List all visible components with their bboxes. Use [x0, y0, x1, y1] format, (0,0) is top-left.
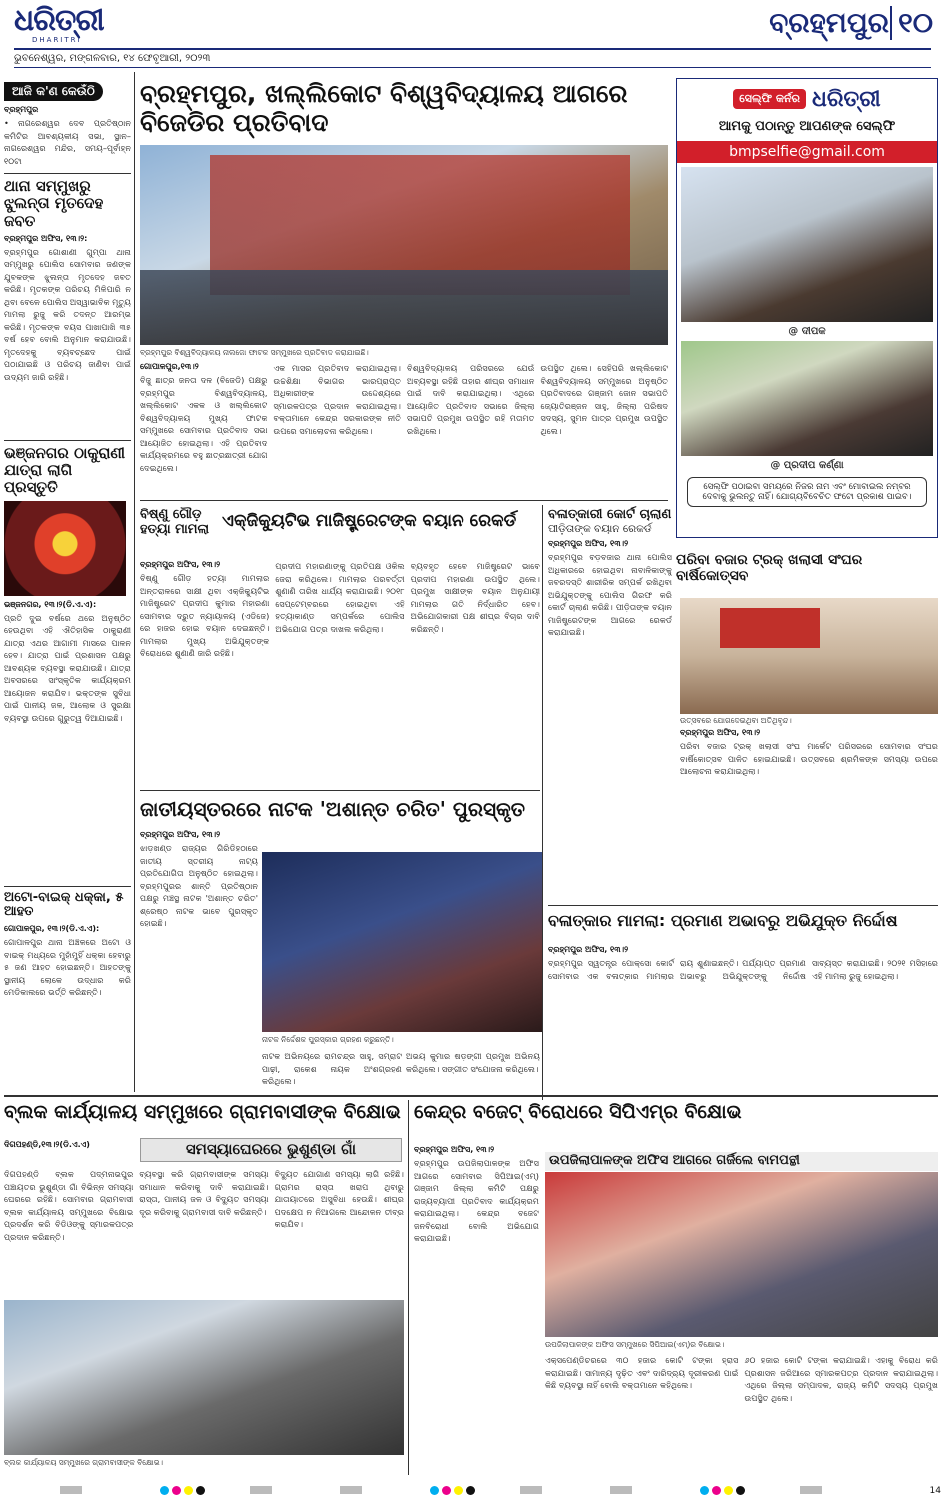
lead-col1: ବିଜୁ ଛାତ୍ର ଜନତା ଦଳ (ବିଜେଡି) ପକ୍ଷରୁ ବ୍ରହ୍ମପୁର ବିଶ୍ୱବିଦ୍ୟାଳୟ, ଖଲ୍ଲିକୋଟ ଏକକ ଓ ଖଲ୍ଲିକୋଟ ବିଶ୍ୱବିଦ୍ୟାଳୟ ମୁଖ୍ୟ ଫାଟକ ସମ୍ମୁଖରେ ସୋମବାର ପ୍ରତିବାଦ ସଭା ଆୟୋଜିତ ହୋଇଥିଲା। ଏହି ପ୍ରତିବାଦ କାର୍ଯ୍ୟକ୍ରମରେ ବହୁ ଛାତ୍ରଛାତ୍ରୀ ଯୋଗ ଦେଇଥିଲେ। [140, 375, 268, 473]
story2-byline: ଭଞ୍ଜନଗର, ୧୩।୨(ଡି.ଏ.ଏ): [4, 599, 97, 609]
story2-headline: ଭଞ୍ଜନଗର ଠାକୁରାଣୀ ଯାତ୍ରା ଲାଗି ପ୍ରସ୍ତୁତି [4, 443, 126, 497]
lead-body [140, 362, 668, 490]
cpim-photo-headline: ଉପଜିଲାପାଳଙ୍କ ଅଫିସ ଆଗରେ ଗର୍ଜିଲେ ବାମପନ୍ଥୀ [545, 1152, 938, 1171]
left-column [4, 80, 131, 1090]
lead-headline: ବ୍ରହ୍ମପୁର, ଖଲ୍ଲିକୋଟ ବିଶ୍ୱବିଦ୍ୟାଳୟ ଆଗରେ ବିଜେଡିର ପ୍ରତିବାଦ [140, 79, 628, 137]
truck-headline: ପରିବା ବଜାର ଟ୍ରକ୍ ଖଲାସୀ ସଂଘର ବାର୍ଷିକୋତ୍ସବ [676, 552, 863, 585]
selfie-caption-2: @ ପ୍ରଦୀପ କର୍ଣ୍ଣା [770, 460, 844, 471]
aaji-text: • ନାଗରେଶ୍ୱର ଦେବ ପ୍ରତିଷ୍ଠାନ କମିଟିର ଆବଶ୍ୟକୀୟ ସଭା, ସ୍ଥାନ–ନାଗରେଶ୍ୱର ମନ୍ଦିର, ସମୟ–ପୂର୍ବାହ୍ନ ୧୦ଟା [4, 118, 131, 166]
drama-byline: ବ୍ରହ୍ମପୁର ଅଫିସ, ୧୩।୨ [140, 830, 221, 839]
aaji-place: ବ୍ରହ୍ମପୁର [4, 105, 39, 114]
truck-body-box [680, 728, 938, 900]
story1-headline: ଥାନା ସମ୍ମୁଖରୁ ଝୁଲନ୍ତା ମୃତଦେହ ଜବତ [4, 177, 104, 230]
cpim-left [414, 1145, 539, 1357]
magistrate-body [140, 560, 540, 780]
logo-subtext: DHARITRI [32, 36, 82, 44]
cpim-col1: ବ୍ରହ୍ମପୁର ଉପଜିଲାପାଳଙ୍କ ଅଫିସ ଆଗରେ ସୋମବାର ସିପିଆଇ(ଏମ୍) ଗଞ୍ଜାମ ଜିଲ୍ଲା କମିଟି ପକ୍ଷରୁ ରାଜ୍ୟବ୍ୟାପୀ ପ୍ରତିବାଦ କାର୍ଯ୍ୟକ୍ରମ କରାଯାଇଥିଲା। କେନ୍ଦ୍ର ବଜେଟ ଜନବିରୋଧୀ ବୋଲି ଅଭିଯୋଗ କରାଯାଇଛି। [414, 1158, 539, 1243]
lead-col4: ଉପସ୍ଥିତ ଥିଲେ। ସେହିପରି ଖଲ୍ଲିକୋଟ ବିଶ୍ୱବିଦ୍ୟାଳୟ ସମ୍ମୁଖରେ ଅନୁଷ୍ଠିତ ପ୍ରତିବାଦରେ ଗଞ୍ଜାମ ଜୋନ ସଭାପତି ଜ୍ୟୋତିରଞ୍ଜନ ସାହୁ, ଜିଲ୍ଲା ପରିଷଦ ସଦସ୍ୟ, ସୁମନ ପାତ୍ର ପ୍ରମୁଖ ଉପସ୍ଥିତ ଥିଲେ। [540, 363, 668, 436]
block-headline: ବ୍ଲକ କାର୍ଯ୍ୟାଳୟ ସମ୍ମୁଖରେ ଗ୍ରାମବାସୀଙ୍କ ବିକ୍ଷୋଭ [4, 1101, 401, 1123]
drama-headline: ଜାତୀୟସ୍ତରରେ ନାଟକ 'ଅଶାନ୍ତ ଚରିତ' ପୁରସ୍କୃତ [140, 797, 526, 821]
story1-body: ବ୍ରହ୍ମପୁର ଗୋଶାଣୀ ଗୁମ୍ପା ଥାନା ସମ୍ମୁଖରୁ ପୋଲିସ ସୋମବାର ଜଣଙ୍କ ଯୁବକଙ୍କ ଝୁଲନ୍ତା ମୃତଦେହ ଜବତ କରିଛି। ମୃତକଙ୍କ ପରିଚୟ ମିଳିପାରି ନ ଥିବା ବେଳେ ପୋଲିସ ଅସ୍ୱାଭାବିକ ମୃତ୍ୟୁ ମାମଲା ରୁଜୁ କରି ତଦନ୍ତ ଆରମ୍ଭ କରିଛି। ମୃତକଙ୍କ ବୟସ ପାଖାପାଖି ୩୫ ବର୍ଷ ହେବ ବୋଲି ଅନୁମାନ କରାଯାଉଛି। ମୃତଦେହକୁ ବ୍ୟବଚ୍ଛେଦ ପାଇଁ ପଠାଯାଇଛି ଓ ପରିଚୟ ଜାଣିବା ପାଇଁ ଉଦ୍ୟମ ଜାରି ରହିଛି। [4, 246, 131, 382]
selfie-notice: ସେଲ୍ଫି ପଠାଇବା ସମୟରେ ନିଜର ନାମ ଏବଂ ମୋବାଇଲ ନମ୍ବର ଦେବାକୁ ଭୁଲନ୍ତୁ ନାହିଁ। ଯୋଗ୍ୟବିବେଚିତ ଫଟୋ ପ୍ରକାଶ ପାଇବ। [687, 477, 927, 507]
lead-byline: ଗୋପାଳପୁର,୧୩।୨ [140, 362, 199, 371]
lead-col2: ଏକ ମାସର ପ୍ରତିବାଦ କରାଯାଇଥିଲା। ଉଚ୍ଚଶିକ୍ଷା ବିଭାଗର ଭାରପ୍ରାପ୍ତ ଅଧିକାରୀଙ୍କ ଉଦ୍ଦେଶ୍ୟରେ ସ୍ମାରକପତ୍ର ପ୍ରଦାନ କରାଯାଇଥିଲା। ବକ୍ତାମାନେ କେନ୍ଦ୍ର ସରକାରଙ୍କ ନୀତି ଉପରେ ସମାଲୋଚନା କରିଥିଲେ। [273, 363, 401, 436]
cpim-col2: ଏକ୍ସପେଣ୍ଡିଚରରେ ୩୦ ହଜାର କୋଟି ଟଙ୍କା ହ୍ରାସ କରାଯାଇଛି। ସାମାନ୍ୟ ଦୃଢ଼ିତ ଏବଂ ଦାରିଦ୍ର୍ୟ ଦୂରୀକରଣ ପାଇଁ କିଛି ବ୍ୟବସ୍ଥା ନାହିଁ ବୋଲି ବକ୍ତାମାନେ କହିଥିଲେ। [545, 1355, 739, 1390]
selfie-brand-prefix: ସେଲ୍ଫି କର୍ନର [733, 89, 806, 109]
truck-body: ପରିବା ବଜାର ଟ୍ରକ୍ ଖଲାସୀ ସଂଘ ମାର୍କେଟ ପରିସରରେ ସୋମବାର ସଂଘର ବାର୍ଷିକୋତ୍ସବ ପାଳିତ ହୋଇଯାଇଛି। ଉତ୍ସବରେ ଶ୍ରମିକଙ୍କ ସମସ୍ୟା ଉପରେ ଆଲୋଚନା କରାଯାଇଥିଲା। [680, 741, 938, 776]
rape-court-subhead: ପୀଡ଼ିତାଙ୍କ ବୟାନ ରେକର୍ଡ [548, 522, 652, 535]
lead-photo [140, 145, 668, 345]
cpim-caption: ଉପଜିଲାପାଳଙ୍କ ଅଫିସ ସମ୍ମୁଖରେ ସିପିଆଇ(ଏମ୍)ର ବିକ୍ଷୋଭ। [545, 1340, 725, 1349]
page-marker: 14 [929, 1486, 941, 1496]
cpim-body [545, 1354, 938, 1464]
selfie-photo-1 [681, 167, 933, 322]
story2-body: ପ୍ରତି ଦୁଇ ବର୍ଷରେ ଥରେ ଅନୁଷ୍ଠିତ ହେଉଥିବା ଏହି ଐତିହାସିକ ଠାକୁରାଣୀ ଯାତ୍ରା ଏଥର ଆଗାମୀ ମାସରେ ପାଳନ ହେବ। ଯାତ୍ରା ପାଇଁ ପ୍ରଶାସନ ପକ୍ଷରୁ ଆବଶ୍ୟକ ବ୍ୟବସ୍ଥା କରାଯାଉଛି। ଯାତ୍ରା ଅବସରରେ ସାଂସ୍କୃତିକ କାର୍ଯ୍ୟକ୍ରମ ଆୟୋଜନ କରାଯିବ। ଭକ୍ତଙ୍କ ସୁବିଧା ପାଇଁ ପାନୀୟ ଜଳ, ଆଲୋକ ଓ ସୁରକ୍ଷା ବ୍ୟବସ୍ଥା ଉପରେ ଗୁରୁତ୍ୱ ଦିଆଯାଇଛି। [4, 612, 131, 723]
selfie-caption-1: @ ଦୀପକ [788, 326, 826, 337]
cpim-byline: ବ୍ରହ୍ମପୁର ଅଫିସ, ୧୩।୨ [414, 1145, 495, 1154]
rape-court-headline: ବଳାତ୍କାରୀ କୋର୍ଟ ଚାଲାଣ [548, 507, 672, 522]
rape-court-byline: ବ୍ରହ୍ମପୁର ଅଫିସ, ୧୩।୨ [548, 539, 629, 548]
block-photo [4, 1300, 404, 1455]
truck-photo [680, 598, 938, 714]
magistrate-col2: ପ୍ରଦୀପ ମହାରଣାଙ୍କୁ ପ୍ରତିପକ୍ଷ ଓକିଲ ଜେରା କରିଥିଲେ। ମାମଲାର ପରବର୍ତ୍ତୀ ଶୁଣାଣି ତାରିଖ ଧାର୍ଯ୍ୟ କରାଯାଇଛି। ୨୦୧୮ ସେପ୍ଟେମ୍ବରରେ ହୋଇଥିବା ଏହି ହତ୍ୟାକାଣ୍ଡ ସମ୍ପର୍କରେ ପୋଲିସ ଅଭିଯୋଗ ପତ୍ର ଦାଖଲ କରିଥିଲା। [275, 561, 405, 634]
block-subhead: ସମସ୍ୟାଘେରରେ ଭୁଶୁଣ୍ଡା ଗାଁ [185, 1140, 357, 1158]
magistrate-byline: ବ୍ରହ୍ମପୁର ଅଫିସ, ୧୩।୨ [140, 560, 221, 569]
selfie-brand: ଧରିତ୍ରୀ [811, 86, 881, 112]
print-registration-bar [0, 1485, 945, 1497]
rape-court-story [548, 508, 672, 751]
dateline [14, 48, 931, 68]
truck-byline: ବ୍ରହ୍ମପୁର ଅଫିସ, ୧୩।୨ [680, 728, 761, 737]
deity-photo [4, 501, 126, 596]
magistrate-kicker-box [140, 508, 218, 538]
logo-text: ଧରିତ୍ରୀ [14, 3, 104, 38]
rape-court-body: ବ୍ରହ୍ମପୁର ବଡ଼ବଜାର ଥାନା ପୋଲିସ ଅଧିକାରରେ ହୋଇଥିବା ନାବାଳିକାଙ୍କୁ ଜବରଦସ୍ତି ଶାରୀରିକ ସମ୍ପର୍କ ରଖିଥିବା ଅଭିଯୁକ୍ତଙ୍କୁ ପୋଲିସ ଗିରଫ କରି କୋର୍ଟ ଚାଲାଣ କରିଛି। ପୀଡ଼ିତାଙ୍କ ବୟାନ ମାଜିଷ୍ଟ୍ରେଟଙ୍କ ଆଗରେ ରେକର୍ଡ କରାଯାଇଛି। [548, 552, 672, 637]
selfie-photo-2 [681, 341, 933, 456]
lead-col3: ବିଶ୍ୱବିଦ୍ୟାଳୟ ପରିସରରେ ଯେଉଁ ଅବ୍ୟବସ୍ଥା ରହିଛି ତାହାର ଶୀଘ୍ର ସମାଧାନ ପାଇଁ ଦାବି କରାଯାଇଥିଲା। ଏଥିରେ ଆୟୋଜିତ ପ୍ରତିବାଦ ସଭାରେ ଜିଲ୍ଲା ସଭାପତି ପ୍ରମୁଖ ଉପସ୍ଥିତ ରହି ମତାମତ ରଖିଥିଲେ। [407, 363, 535, 436]
block-col1: ଦିଗପହଣ୍ଡି ବ୍ଲକ ପଦ୍ମନାଭପୁର ପଞ୍ଚାୟତର ଭୁଶୁଣ୍ଡା ଗାଁ ବିଭିନ୍ନ ସମସ୍ୟା ଘେରରେ ରହିଛି। ସୋମବାର ଗ୍ରାମବାସୀ ବ୍ଲକ କାର୍ଯ୍ୟାଳୟ ସମ୍ମୁଖରେ ବିକ୍ଷୋଭ ପ୍ରଦର୍ଶନ କରି ବିଡିଓଙ୍କୁ ସ୍ମାରକପତ୍ର ପ୍ରଦାନ କରିଛନ୍ତି। [4, 1169, 134, 1242]
block-col2: ବ୍ୟବସ୍ଥା କରି ଗ୍ରାମବାସୀଙ୍କ ସମସ୍ୟା ସମାଧାନ କରିବାକୁ ଦାବି କରାଯାଇଛି। ରାସ୍ତା, ପାନୀୟ ଜଳ ଓ ବିଦ୍ୟୁତ ସମସ୍ୟା ଦୂର କରିବାକୁ ଗ୍ରାମବାସୀ ଦାବି କରିଛନ୍ତି। [139, 1169, 269, 1217]
cpim-photo [545, 1172, 938, 1337]
drama-body: ଝାଡ଼ଖଣ୍ଡ ରାଜ୍ୟର ଗିରିଡିହଠାରେ ଜାତୀୟ ସ୍ତରୀୟ ନାଟ୍ୟ ପ୍ରତିଯୋଗିତା ଅନୁଷ୍ଠିତ ହୋଇଥିଲା। ବ୍ରହ୍ମପୁରର ଶାନ୍ତି ପ୍ରତିଷ୍ଠାନ ପକ୍ଷରୁ ମଞ୍ଚସ୍ଥ ନାଟକ 'ଅଶାନ୍ତ ଚରିତ' ଶ୍ରେଷ୍ଠ ନାଟକ ଭାବେ ପୁରସ୍କୃତ ହୋଇଛି। [140, 843, 258, 928]
block-subhead-box [140, 1138, 402, 1162]
acquit-story [548, 945, 938, 1087]
story3-byline: ଗୋପାଳପୁର, ୧୩।୨(ଡି.ଏ.ଏ): [4, 924, 100, 934]
acquit-byline: ବ୍ରହ୍ମପୁର ଅଫିସ, ୧୩।୨ [548, 945, 629, 954]
story3-body: ଗୋପାଳପୁର ଥାନା ଅଞ୍ଚଳରେ ଅଟୋ ଓ ବାଇକ୍ ମଧ୍ୟରେ ମୁହାଁମୁହିଁ ଧକ୍କା ହେବାରୁ ୫ ଜଣ ଆହତ ହୋଇଛନ୍ତି। ଆହତଙ୍କୁ ସ୍ଥାନୀୟ ଲୋକେ ଉଦ୍ଧାର କରି ମେଡିକାଲରେ ଭର୍ତ୍ତି କରିଛନ୍ତି। [4, 937, 131, 998]
acquit-body: ବ୍ରହ୍ମପୁର ସ୍ୱତନ୍ତ୍ର ପୋକ୍ସୋ କୋର୍ଟ ସୋମବାର ଏକ ବଳାତ୍କାର ମାମଲାର ରାୟ ଶୁଣାଇଛନ୍ତି। ପର୍ଯ୍ୟାପ୍ତ ପ୍ରମାଣ ଅଭାବରୁ ଅଭିଯୁକ୍ତଙ୍କୁ ନିର୍ଦ୍ଦୋଷ ସାବ୍ୟସ୍ତ କରାଯାଇଛି। ୨୦୨୧ ମସିହାରେ ଏହି ମାମଲା ରୁଜୁ ହୋଇଥିଲା। [548, 958, 938, 981]
block-caption: ବ୍ଲକ କାର୍ଯ୍ୟାଳୟ ସମ୍ମୁଖରେ ଗ୍ରାମବାସୀଙ୍କ ବିକ୍ଷୋଭ। [4, 1458, 164, 1467]
drama-left [140, 830, 258, 1017]
magistrate-col1: ବିଷ୍ଣୁ ଗୌଡ଼ ହତ୍ୟା ମାମଲାର ଅନ୍ତରାଳରେ ସାକ୍ଷୀ ଥିବା ଏକ୍ଜିକ୍ୟୁଟିଭ ମାଜିଷ୍ଟ୍ରେଟ ପ୍ରଦୀପ କୁମାର ମହାରଣା ସୋମବାର ଦ୍ରୁତ ନ୍ୟାୟାଳୟ (ଏଡିଜେ) ରେ ହାଜର ହୋଇ ବୟାନ ଦେଇଛନ୍ତି। ମାମଲାର ମୁଖ୍ୟ ଅଭିଯୁକ୍ତଙ୍କ ବିରୋଧରେ ଶୁଣାଣି ଜାରି ରହିଛି। [140, 573, 270, 658]
block-byline: ଦିଗପହଣ୍ଡି,୧୩।୨(ଡି.ଏ.ଏ) [4, 1140, 90, 1149]
selfie-tagline: ଆମକୁ ପଠାନ୍ତୁ ଆପଣଙ୍କ ସେଲ୍ଫି [718, 119, 896, 134]
cpim-col3: ୬୦ ହଜାର କୋଟି ଟଙ୍କା କରାଯାଇଛି। ଏହାକୁ ବିରୋଧ କରି ପ୍ରଶାସନ ଜରିଆରେ ସ୍ମାରକପତ୍ର ପ୍ରଦାନ କରାଯାଇଥିଲା। ଏଥିରେ ଜିଲ୍ଲା ସମ୍ପାଦକ, ରାଜ୍ୟ କମିଟି ସଦସ୍ୟ ପ୍ରମୁଖ ଉପସ୍ଥିତ ଥିଲେ। [744, 1355, 938, 1403]
page-number: ୧୦ [890, 6, 933, 40]
dharitri-logo [14, 3, 104, 48]
selfie-corner-box [676, 78, 938, 538]
drama-body3: ଅଭୟ କୁମାର ଷଡ଼ଙ୍ଗୀ ପ୍ରମୁଖ ଅଭିନୟ କରିଥିଲେ। ସଙ୍ଗୀତ ସଂଯୋଜନା କରିଥିଲେ। [406, 1051, 540, 1074]
story3-headline: ଅଟୋ-ବାଇକ୍ ଧକ୍କା, ୫ ଆହତ [4, 889, 124, 920]
magistrate-headline: ଏକ୍ଜିକ୍ୟୁଟିଭ ମାଜିଷ୍ଟ୍ରେଟଙ୍କ ବୟାନ ରେକର୍ଡ [222, 511, 517, 531]
acquit-headline: ବଳାତ୍କାର ମାମଲା: ପ୍ରମାଣ ଅଭାବରୁ ଅଭିଯୁକ୍ତ ନିର୍ଦ୍ଦୋଷ [548, 911, 898, 930]
block-col3: ବିଦ୍ୟୁତ ଯୋଗାଣ ସମସ୍ୟା ଲାଗି ରହିଛି। ଗ୍ରାମର ରାସ୍ତା ଖରାପ ଥିବାରୁ ଯାତାୟାତରେ ଅସୁବିଧା ହେଉଛି। ଶୀଘ୍ର ପଦକ୍ଷେପ ନ ନିଆଗଲେ ଆନ୍ଦୋଳନ ତୀବ୍ର କରାଯିବ। [274, 1169, 404, 1229]
story1-byline: ବ୍ରହ୍ମପୁର ଅଫିସ, ୧୩।୨: [4, 233, 88, 243]
aaji-tag: ଆଜି କ'ଣ କେଉଁଠି [4, 82, 103, 101]
page-title: ବ୍ରହ୍ମପୁର [769, 6, 889, 39]
drama-photo [262, 852, 542, 1032]
cpim-headline: କେନ୍ଦ୍ର ବଜେଟ୍ ବିରୋଧରେ ସିପିଏମ୍‌ର ବିକ୍ଷୋଭ [414, 1101, 742, 1123]
selfie-header [677, 79, 937, 119]
dateline-text: ଭୁବନେଶ୍ୱର, ମଙ୍ଗଳବାର, ୧୪ ଫେବୃଆରୀ, ୨୦୨୩ [14, 53, 211, 64]
lead-caption: ବ୍ରହ୍ମପୁର ବିଶ୍ୱବିଦ୍ୟାଳୟ ନାଲଜୋ ଫାଟକ ସମ୍ମୁଖରେ ପ୍ରତିବାଦ କରାଯାଇଛି। [140, 348, 369, 357]
magistrate-col3: ବ୍ୟବହୃତ ହେବେ ମାଜିଷ୍ଟ୍ରେଟ ଭାବେ ପ୍ରଦୀପ ମହାରଣା ଉପସ୍ଥିତ ଥିଲେ। ପ୍ରମୁଖ ସାକ୍ଷୀଙ୍କ ବୟାନ ଅନୁଯାୟୀ ମାମଲାର ଗତି ନିର୍ଦ୍ଧାରିତ ହେବ। ଅଭିଯୋଗକାରୀ ପକ୍ଷ ଶୀଘ୍ର ବିଚାର ଦାବି କରିଛନ୍ତି। [410, 561, 540, 634]
magistrate-kicker: ବିଷ୍ଣୁ ଗୌଡ଼ ହତ୍ୟା ମାମଲା [140, 507, 210, 537]
drama-body2: ନାଟକ ଅଭିନୟରେ ରାମଚନ୍ଦ୍ର ସାହୁ, ସମ୍ରାଟ ପାଢ଼ୀ, ରାକେଶ ନାୟକ ଅଂଶଗ୍ରହଣ କରିଥିଲେ। [262, 1051, 402, 1086]
selfie-email: bmpselfie@gmail.com [677, 141, 937, 163]
block-body [4, 1168, 404, 1298]
truck-caption: ଉତ୍ସବରେ ଯୋଗଦେଇଥିବା ଅତିଥିବୃନ୍ଦ। [680, 716, 792, 725]
drama-caption: ନାଟକ ନିର୍ଦ୍ଦେଶକ ପୁରସ୍କାର ଗ୍ରହଣ କରୁଛନ୍ତି। [262, 1035, 394, 1044]
